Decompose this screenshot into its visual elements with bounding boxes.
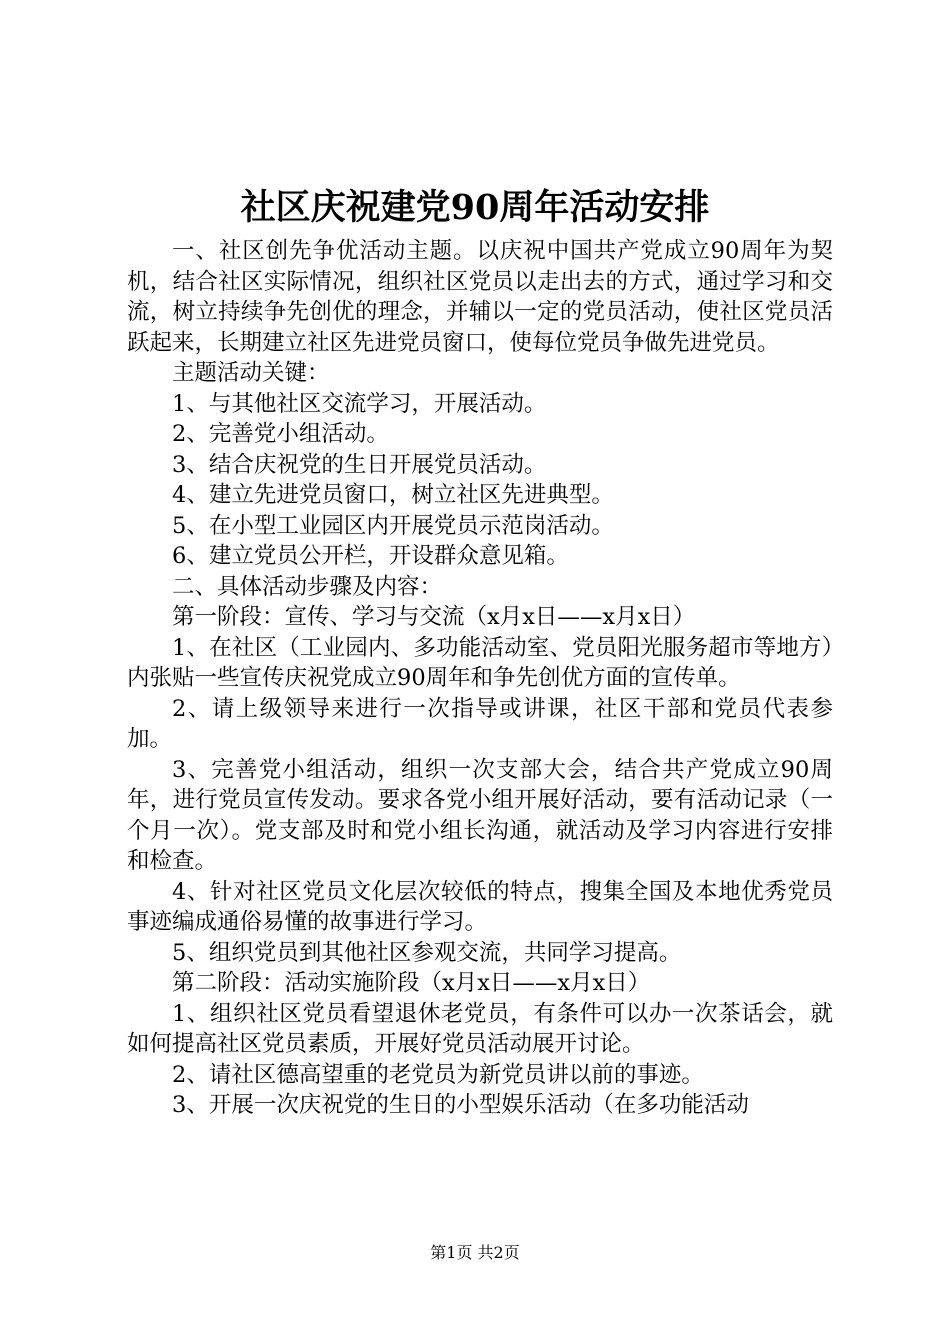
paragraph: 1、在社区（工业园内、多功能活动室、党员阳光服务超市等地方）内张贴一些宣传庆祝党成立90周年和争先创优方面的宣传单。 <box>127 634 833 691</box>
paragraph: 4、建立先进党员窗口，树立社区先进典型。 <box>172 482 614 508</box>
paragraph: 5、在小型工业园区内开展党员示范岗活动。 <box>172 512 614 539</box>
paragraph: 1、与其他社区交流学习，开展活动。 <box>172 390 547 417</box>
paragraph: 5、组织党员到其他社区参观交流，共同学习提高。 <box>172 939 682 966</box>
paragraph: 3、结合庆祝党的生日开展党员活动。 <box>172 451 547 478</box>
paragraph: 6、建立党员公开栏，开设群众意见箱。 <box>172 543 569 569</box>
paragraph: 第一阶段：宣传、学习与交流（x月x日——x月x日） <box>172 604 696 630</box>
document-title: 社区庆祝建党90周年活动安排 <box>240 187 710 228</box>
paragraph: 2、完善党小组活动。 <box>172 421 389 447</box>
document-body <box>127 236 833 1121</box>
paragraph: 3、完善党小组活动，组织一次支部大会，结合共产党成立90周年，进行党员宣传发动。要求各党小组开展好活动，要有活动记录（一个月一次）。党支部及时和党小组长沟通，就活动及学习内容进行安排和检查。 <box>127 756 833 874</box>
paragraph: 第二阶段：活动实施阶段（x月x日——x月x日） <box>172 970 651 996</box>
paragraph: 二、具体活动步骤及内容： <box>172 573 443 600</box>
paragraph: 主题活动关键： <box>172 360 330 386</box>
paragraph: 4、针对社区党员文化层次较低的特点，搜集全国及本地优秀党员事迹编成通俗易懂的故事进行学习。 <box>127 878 833 935</box>
page-footer: 第1页 共2页 <box>430 1243 520 1262</box>
paragraph: 2、请社区德高望重的老党员为新党员讲以前的事迹。 <box>172 1061 704 1088</box>
paragraph: 3、开展一次庆祝党的生日的小型娱乐活动（在多功能活动 <box>172 1092 749 1118</box>
paragraph: 2、请上级领导来进行一次指导或讲课，社区干部和党员代表参加。 <box>127 695 833 752</box>
paragraph: 1、组织社区党员看望退休老党员，有条件可以办一次茶话会，就如何提高社区党员素质，开展好党员活动展开讨论。 <box>127 1000 833 1057</box>
paragraph: 一、社区创先争优活动主题。以庆祝中国共产党成立90周年为契机，结合社区实际情况，组织社区党员以走出去的方式，通过学习和交流，树立持续争先创优的理念，并辅以一定的党员活动，使社区党员活跃起来，长期建立社区先进党员窗口，使每位党员争做先进党员。 <box>127 238 833 356</box>
